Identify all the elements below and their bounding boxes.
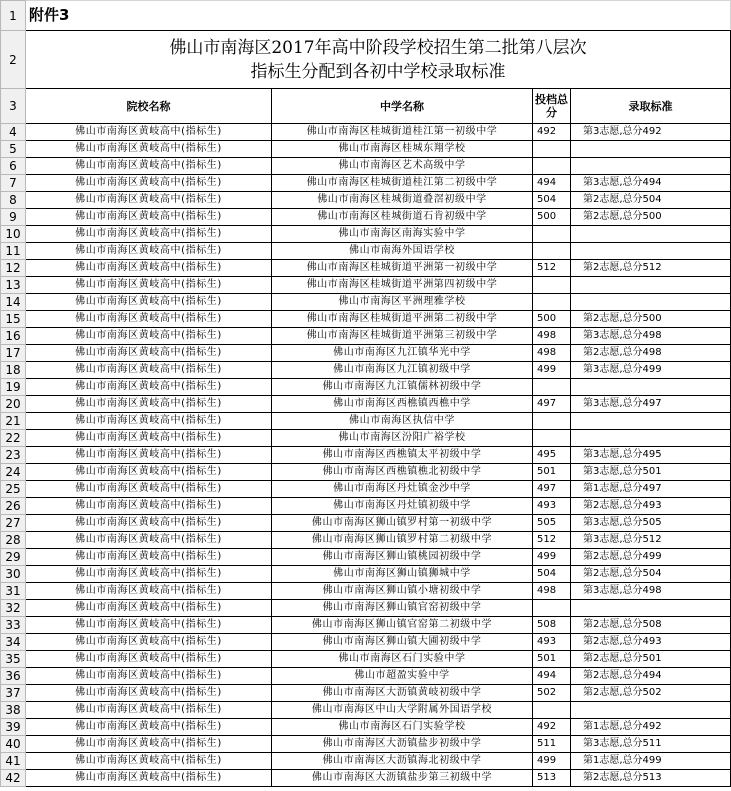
standard-cell[interactable] bbox=[571, 243, 731, 260]
score-cell[interactable] bbox=[533, 413, 571, 430]
row-number[interactable]: 37 bbox=[1, 685, 26, 702]
table-row bbox=[1, 413, 731, 430]
table-row bbox=[1, 498, 731, 515]
school-cell[interactable]: 佛山市南海区桂城街道叠滘初级中学 bbox=[272, 192, 533, 209]
standard-cell[interactable] bbox=[571, 141, 731, 158]
standard-cell[interactable]: 第2志愿,总分512 bbox=[571, 260, 731, 277]
school-cell[interactable]: 佛山市南海区艺术高级中学 bbox=[272, 158, 533, 175]
table-row bbox=[1, 311, 731, 328]
standard-cell[interactable] bbox=[571, 600, 731, 617]
college-cell[interactable]: 佛山市南海区黄岐高中(指标生) bbox=[26, 719, 272, 736]
standard-cell[interactable] bbox=[571, 413, 731, 430]
score-cell[interactable] bbox=[533, 243, 571, 260]
school-cell[interactable]: 佛山市南海区大沥镇黄岐初级中学 bbox=[272, 685, 533, 702]
standard-cell[interactable]: 第1志愿,总分499 bbox=[571, 753, 731, 770]
standard-cell[interactable]: 第2志愿,总分500 bbox=[571, 311, 731, 328]
table-row bbox=[1, 124, 731, 141]
college-cell[interactable]: 佛山市南海区黄岐高中(指标生) bbox=[26, 753, 272, 770]
row-number[interactable]: 26 bbox=[1, 498, 26, 515]
standard-cell[interactable]: 第2志愿,总分494 bbox=[571, 668, 731, 685]
table-row bbox=[1, 396, 731, 413]
standard-cell[interactable] bbox=[571, 158, 731, 175]
standard-cell[interactable] bbox=[571, 294, 731, 311]
standard-cell[interactable] bbox=[571, 277, 731, 294]
school-cell[interactable]: 佛山市南海区丹灶镇初级中学 bbox=[272, 498, 533, 515]
table-row bbox=[1, 464, 731, 481]
table-row bbox=[1, 651, 731, 668]
standard-cell[interactable] bbox=[571, 379, 731, 396]
college-cell[interactable]: 佛山市南海区黄岐高中(指标生) bbox=[26, 651, 272, 668]
score-cell[interactable]: 508 bbox=[533, 617, 571, 634]
table-row bbox=[1, 226, 731, 243]
school-cell[interactable]: 佛山市南海区狮山镇桃园初级中学 bbox=[272, 549, 533, 566]
score-cell[interactable] bbox=[533, 600, 571, 617]
column-header-standard[interactable]: 录取标准 bbox=[571, 89, 731, 124]
score-cell[interactable]: 499 bbox=[533, 753, 571, 770]
row-number[interactable]: 36 bbox=[1, 668, 26, 685]
school-cell[interactable]: 佛山市南海区桂城街道石肯初级中学 bbox=[272, 209, 533, 226]
score-cell[interactable]: 497 bbox=[533, 396, 571, 413]
row-header[interactable]: 3 bbox=[1, 89, 26, 124]
row-number[interactable]: 12 bbox=[1, 260, 26, 277]
score-cell[interactable] bbox=[533, 379, 571, 396]
school-cell[interactable]: 佛山市南海区桂城街道桂江第二初级中学 bbox=[272, 175, 533, 192]
school-cell[interactable]: 佛山市南海区九江镇初级中学 bbox=[272, 362, 533, 379]
score-cell[interactable] bbox=[533, 226, 571, 243]
table-row bbox=[1, 345, 731, 362]
score-cell[interactable] bbox=[533, 294, 571, 311]
college-cell[interactable]: 佛山市南海区黄岐高中(指标生) bbox=[26, 243, 272, 260]
college-cell[interactable]: 佛山市南海区黄岐高中(指标生) bbox=[26, 736, 272, 753]
standard-cell[interactable]: 第2志愿,总分499 bbox=[571, 549, 731, 566]
row-number[interactable]: 34 bbox=[1, 634, 26, 651]
table-row bbox=[1, 430, 731, 447]
standard-cell[interactable]: 第2志愿,总分513 bbox=[571, 770, 731, 787]
score-cell[interactable]: 498 bbox=[533, 583, 571, 600]
table-row bbox=[1, 617, 731, 634]
table-row bbox=[1, 753, 731, 770]
row-number[interactable]: 7 bbox=[1, 175, 26, 192]
row-number[interactable]: 11 bbox=[1, 243, 26, 260]
score-cell[interactable]: 497 bbox=[533, 481, 571, 498]
college-cell[interactable]: 佛山市南海区黄岐高中(指标生) bbox=[26, 192, 272, 209]
standard-cell[interactable] bbox=[571, 702, 731, 719]
college-cell[interactable]: 佛山市南海区黄岐高中(指标生) bbox=[26, 294, 272, 311]
table-row bbox=[1, 600, 731, 617]
row-number[interactable]: 20 bbox=[1, 396, 26, 413]
school-cell[interactable]: 佛山市南海外国语学校 bbox=[272, 243, 533, 260]
score-cell[interactable]: 512 bbox=[533, 260, 571, 277]
table-row bbox=[1, 260, 731, 277]
college-cell[interactable]: 佛山市南海区黄岐高中(指标生) bbox=[26, 379, 272, 396]
college-cell[interactable]: 佛山市南海区黄岐高中(指标生) bbox=[26, 175, 272, 192]
table-row bbox=[1, 175, 731, 192]
standard-cell[interactable]: 第3志愿,总分498 bbox=[571, 583, 731, 600]
row-number[interactable]: 24 bbox=[1, 464, 26, 481]
table-row bbox=[1, 685, 731, 702]
college-cell[interactable]: 佛山市南海区黄岐高中(指标生) bbox=[26, 481, 272, 498]
score-cell[interactable]: 493 bbox=[533, 498, 571, 515]
standard-cell[interactable]: 第3志愿,总分512 bbox=[571, 532, 731, 549]
school-cell[interactable]: 佛山市南海区西樵镇西樵中学 bbox=[272, 396, 533, 413]
column-header-school[interactable]: 中学名称 bbox=[272, 89, 533, 124]
table-row bbox=[1, 209, 731, 226]
school-cell[interactable]: 佛山市南海区汾阳广裕学校 bbox=[272, 430, 533, 447]
row-number[interactable]: 30 bbox=[1, 566, 26, 583]
table-row bbox=[1, 277, 731, 294]
score-cell[interactable]: 499 bbox=[533, 362, 571, 379]
school-cell[interactable]: 佛山市南海区九江镇儒林初级中学 bbox=[272, 379, 533, 396]
row-number[interactable]: 5 bbox=[1, 141, 26, 158]
table-row bbox=[1, 328, 731, 345]
school-cell[interactable]: 佛山市南海区大沥镇盐步初级中学 bbox=[272, 736, 533, 753]
score-cell[interactable]: 504 bbox=[533, 192, 571, 209]
row-number[interactable]: 33 bbox=[1, 617, 26, 634]
title-line-1: 佛山市南海区2017年高中阶段学校招生第二批第八层次 bbox=[169, 37, 587, 58]
score-cell[interactable] bbox=[533, 702, 571, 719]
school-cell[interactable]: 佛山市南海区执信中学 bbox=[272, 413, 533, 430]
college-cell[interactable]: 佛山市南海区黄岐高中(指标生) bbox=[26, 277, 272, 294]
row-number[interactable]: 38 bbox=[1, 702, 26, 719]
college-cell[interactable]: 佛山市南海区黄岐高中(指标生) bbox=[26, 413, 272, 430]
score-cell[interactable]: 493 bbox=[533, 634, 571, 651]
table-row bbox=[1, 515, 731, 532]
school-cell[interactable]: 佛山市南海区桂城街道桂江第一初级中学 bbox=[272, 124, 533, 141]
score-cell[interactable]: 501 bbox=[533, 464, 571, 481]
standard-cell[interactable]: 第3志愿,总分492 bbox=[571, 124, 731, 141]
school-cell[interactable]: 佛山市南海区西樵镇太平初级中学 bbox=[272, 447, 533, 464]
row-number[interactable]: 21 bbox=[1, 413, 26, 430]
school-cell[interactable]: 佛山市南海区中山大学附属外国语学校 bbox=[272, 702, 533, 719]
score-cell[interactable]: 505 bbox=[533, 515, 571, 532]
title-row bbox=[1, 31, 731, 89]
table-row bbox=[1, 583, 731, 600]
college-cell[interactable]: 佛山市南海区黄岐高中(指标生) bbox=[26, 498, 272, 515]
row-header[interactable]: 1 bbox=[1, 1, 26, 31]
school-cell[interactable]: 佛山市南海区狮山镇小塘初级中学 bbox=[272, 583, 533, 600]
score-cell[interactable]: 501 bbox=[533, 651, 571, 668]
standard-cell[interactable]: 第3志愿,总分498 bbox=[571, 328, 731, 345]
table-row bbox=[1, 141, 731, 158]
row-number[interactable]: 29 bbox=[1, 549, 26, 566]
score-cell[interactable] bbox=[533, 158, 571, 175]
standard-cell[interactable]: 第2志愿,总分493 bbox=[571, 634, 731, 651]
school-cell[interactable]: 佛山市南海区狮山镇罗村第二初级中学 bbox=[272, 532, 533, 549]
table-row bbox=[1, 379, 731, 396]
row-number[interactable]: 22 bbox=[1, 430, 26, 447]
standard-cell[interactable] bbox=[571, 430, 731, 447]
standard-cell[interactable]: 第3志愿,总分497 bbox=[571, 396, 731, 413]
score-cell[interactable]: 512 bbox=[533, 532, 571, 549]
college-cell[interactable]: 佛山市南海区黄岐高中(指标生) bbox=[26, 634, 272, 651]
row-number[interactable]: 28 bbox=[1, 532, 26, 549]
header-row bbox=[1, 89, 731, 124]
college-cell[interactable]: 佛山市南海区黄岐高中(指标生) bbox=[26, 226, 272, 243]
school-cell[interactable]: 佛山市南海区桂城街道平洲第一初级中学 bbox=[272, 260, 533, 277]
row-number[interactable]: 42 bbox=[1, 770, 26, 787]
score-cell[interactable]: 499 bbox=[533, 549, 571, 566]
standard-cell[interactable]: 第2志愿,总分500 bbox=[571, 209, 731, 226]
school-cell[interactable]: 佛山市南海区狮山镇官窑初级中学 bbox=[272, 600, 533, 617]
school-cell[interactable]: 佛山市南海区石门实验中学 bbox=[272, 651, 533, 668]
table-row bbox=[1, 294, 731, 311]
college-cell[interactable]: 佛山市南海区黄岐高中(指标生) bbox=[26, 362, 272, 379]
college-cell[interactable]: 佛山市南海区黄岐高中(指标生) bbox=[26, 328, 272, 345]
table-row bbox=[1, 243, 731, 260]
row-number[interactable]: 4 bbox=[1, 124, 26, 141]
table-row bbox=[1, 549, 731, 566]
standard-cell[interactable]: 第3志愿,总分501 bbox=[571, 464, 731, 481]
standard-cell[interactable]: 第3志愿,总分494 bbox=[571, 175, 731, 192]
standard-cell[interactable]: 第3志愿,总分511 bbox=[571, 736, 731, 753]
row-number[interactable]: 10 bbox=[1, 226, 26, 243]
table-row bbox=[1, 192, 731, 209]
row-number[interactable]: 39 bbox=[1, 719, 26, 736]
table-row bbox=[1, 362, 731, 379]
column-header-score[interactable]: 投档总分 bbox=[533, 89, 571, 124]
row-number[interactable]: 16 bbox=[1, 328, 26, 345]
table-row bbox=[1, 702, 731, 719]
column-header-college[interactable]: 院校名称 bbox=[26, 89, 272, 124]
college-cell[interactable]: 佛山市南海区黄岐高中(指标生) bbox=[26, 583, 272, 600]
standard-cell[interactable]: 第3志愿,总分505 bbox=[571, 515, 731, 532]
score-cell[interactable]: 500 bbox=[533, 311, 571, 328]
table-row bbox=[1, 719, 731, 736]
college-cell[interactable]: 佛山市南海区黄岐高中(指标生) bbox=[26, 311, 272, 328]
score-cell[interactable]: 502 bbox=[533, 685, 571, 702]
row-number[interactable]: 23 bbox=[1, 447, 26, 464]
standard-cell[interactable]: 第3志愿,总分499 bbox=[571, 362, 731, 379]
standard-cell[interactable]: 第2志愿,总分493 bbox=[571, 498, 731, 515]
college-cell[interactable]: 佛山市南海区黄岐高中(指标生) bbox=[26, 566, 272, 583]
school-cell[interactable]: 佛山市南海区桂城街道平洲第三初级中学 bbox=[272, 328, 533, 345]
row-number[interactable]: 18 bbox=[1, 362, 26, 379]
score-cell[interactable] bbox=[533, 430, 571, 447]
row-number[interactable]: 9 bbox=[1, 209, 26, 226]
standard-cell[interactable]: 第2志愿,总分504 bbox=[571, 192, 731, 209]
college-cell[interactable]: 佛山市南海区黄岐高中(指标生) bbox=[26, 260, 272, 277]
row-number[interactable]: 14 bbox=[1, 294, 26, 311]
college-cell[interactable]: 佛山市南海区黄岐高中(指标生) bbox=[26, 141, 272, 158]
attachment-label[interactable]: 附件3 bbox=[26, 1, 731, 31]
score-cell[interactable]: 504 bbox=[533, 566, 571, 583]
table-row bbox=[1, 634, 731, 651]
table-row bbox=[1, 158, 731, 175]
score-cell[interactable]: 511 bbox=[533, 736, 571, 753]
score-cell[interactable]: 498 bbox=[533, 328, 571, 345]
score-cell[interactable]: 500 bbox=[533, 209, 571, 226]
row-number[interactable]: 15 bbox=[1, 311, 26, 328]
row-number[interactable]: 13 bbox=[1, 277, 26, 294]
college-cell[interactable]: 佛山市南海区黄岐高中(指标生) bbox=[26, 430, 272, 447]
row-number[interactable]: 40 bbox=[1, 736, 26, 753]
college-cell[interactable]: 佛山市南海区黄岐高中(指标生) bbox=[26, 549, 272, 566]
table-row bbox=[1, 481, 731, 498]
title-line-2: 指标生分配到各初中学校录取标准 bbox=[250, 61, 506, 82]
table-row bbox=[1, 566, 731, 583]
score-cell[interactable]: 513 bbox=[533, 770, 571, 787]
school-cell[interactable]: 佛山市南海区桂城街道平洲第二初级中学 bbox=[272, 311, 533, 328]
college-cell[interactable]: 佛山市南海区黄岐高中(指标生) bbox=[26, 617, 272, 634]
row-header[interactable]: 2 bbox=[1, 31, 26, 89]
college-cell[interactable]: 佛山市南海区黄岐高中(指标生) bbox=[26, 396, 272, 413]
attachment-row bbox=[1, 1, 731, 31]
row-number[interactable]: 35 bbox=[1, 651, 26, 668]
school-cell[interactable]: 佛山市南海区狮山镇罗村第一初级中学 bbox=[272, 515, 533, 532]
school-cell[interactable]: 佛山市南海区西樵镇樵北初级中学 bbox=[272, 464, 533, 481]
school-cell[interactable]: 佛山市南海区平洲理雅学校 bbox=[272, 294, 533, 311]
standard-cell[interactable]: 第3志愿,总分495 bbox=[571, 447, 731, 464]
row-number[interactable]: 6 bbox=[1, 158, 26, 175]
standard-cell[interactable]: 第2志愿,总分498 bbox=[571, 345, 731, 362]
row-number[interactable]: 25 bbox=[1, 481, 26, 498]
college-cell[interactable]: 佛山市南海区黄岐高中(指标生) bbox=[26, 770, 272, 787]
college-cell[interactable]: 佛山市南海区黄岐高中(指标生) bbox=[26, 209, 272, 226]
standard-cell[interactable] bbox=[571, 226, 731, 243]
school-cell[interactable]: 佛山市南海区狮山镇官窑第二初级中学 bbox=[272, 617, 533, 634]
row-number[interactable]: 27 bbox=[1, 515, 26, 532]
score-cell[interactable]: 498 bbox=[533, 345, 571, 362]
standard-cell[interactable]: 第2志愿,总分502 bbox=[571, 685, 731, 702]
page-title[interactable] bbox=[26, 31, 731, 89]
school-cell[interactable]: 佛山市超盈实验中学 bbox=[272, 668, 533, 685]
school-cell[interactable]: 佛山市南海区狮山镇大圃初级中学 bbox=[272, 634, 533, 651]
school-cell[interactable]: 佛山市南海区狮山镇狮城中学 bbox=[272, 566, 533, 583]
table-row bbox=[1, 668, 731, 685]
table-row bbox=[1, 447, 731, 464]
standard-cell[interactable]: 第1志愿,总分497 bbox=[571, 481, 731, 498]
table-row bbox=[1, 736, 731, 753]
score-cell[interactable]: 492 bbox=[533, 124, 571, 141]
college-cell[interactable]: 佛山市南海区黄岐高中(指标生) bbox=[26, 447, 272, 464]
college-cell[interactable]: 佛山市南海区黄岐高中(指标生) bbox=[26, 464, 272, 481]
score-cell[interactable]: 492 bbox=[533, 719, 571, 736]
college-cell[interactable]: 佛山市南海区黄岐高中(指标生) bbox=[26, 345, 272, 362]
school-cell[interactable]: 佛山市南海区桂城东翔学校 bbox=[272, 141, 533, 158]
standard-cell[interactable]: 第2志愿,总分508 bbox=[571, 617, 731, 634]
table-row bbox=[1, 770, 731, 787]
score-cell[interactable]: 494 bbox=[533, 668, 571, 685]
score-cell[interactable]: 494 bbox=[533, 175, 571, 192]
school-cell[interactable]: 佛山市南海区九江镇华光中学 bbox=[272, 345, 533, 362]
college-cell[interactable]: 佛山市南海区黄岐高中(指标生) bbox=[26, 515, 272, 532]
college-cell[interactable]: 佛山市南海区黄岐高中(指标生) bbox=[26, 124, 272, 141]
row-number[interactable]: 31 bbox=[1, 583, 26, 600]
school-cell[interactable]: 佛山市南海区南海实验中学 bbox=[272, 226, 533, 243]
school-cell[interactable]: 佛山市南海区石门实验学校 bbox=[272, 719, 533, 736]
score-cell[interactable]: 495 bbox=[533, 447, 571, 464]
standard-cell[interactable]: 第2志愿,总分501 bbox=[571, 651, 731, 668]
row-number[interactable]: 17 bbox=[1, 345, 26, 362]
college-cell[interactable]: 佛山市南海区黄岐高中(指标生) bbox=[26, 158, 272, 175]
school-cell[interactable]: 佛山市南海区大沥镇海北初级中学 bbox=[272, 753, 533, 770]
table-row bbox=[1, 532, 731, 549]
school-cell[interactable]: 佛山市南海区桂城街道平洲第四初级中学 bbox=[272, 277, 533, 294]
row-number[interactable]: 41 bbox=[1, 753, 26, 770]
college-cell[interactable]: 佛山市南海区黄岐高中(指标生) bbox=[26, 532, 272, 549]
score-cell[interactable] bbox=[533, 141, 571, 158]
college-cell[interactable]: 佛山市南海区黄岐高中(指标生) bbox=[26, 685, 272, 702]
row-number[interactable]: 32 bbox=[1, 600, 26, 617]
college-cell[interactable]: 佛山市南海区黄岐高中(指标生) bbox=[26, 668, 272, 685]
row-number[interactable]: 8 bbox=[1, 192, 26, 209]
school-cell[interactable]: 佛山市南海区丹灶镇金沙中学 bbox=[272, 481, 533, 498]
standard-cell[interactable]: 第1志愿,总分492 bbox=[571, 719, 731, 736]
college-cell[interactable]: 佛山市南海区黄岐高中(指标生) bbox=[26, 702, 272, 719]
standard-cell[interactable]: 第2志愿,总分504 bbox=[571, 566, 731, 583]
school-cell[interactable]: 佛山市南海区大沥镇盐步第三初级中学 bbox=[272, 770, 533, 787]
college-cell[interactable]: 佛山市南海区黄岐高中(指标生) bbox=[26, 600, 272, 617]
row-number[interactable]: 19 bbox=[1, 379, 26, 396]
score-cell[interactable] bbox=[533, 277, 571, 294]
